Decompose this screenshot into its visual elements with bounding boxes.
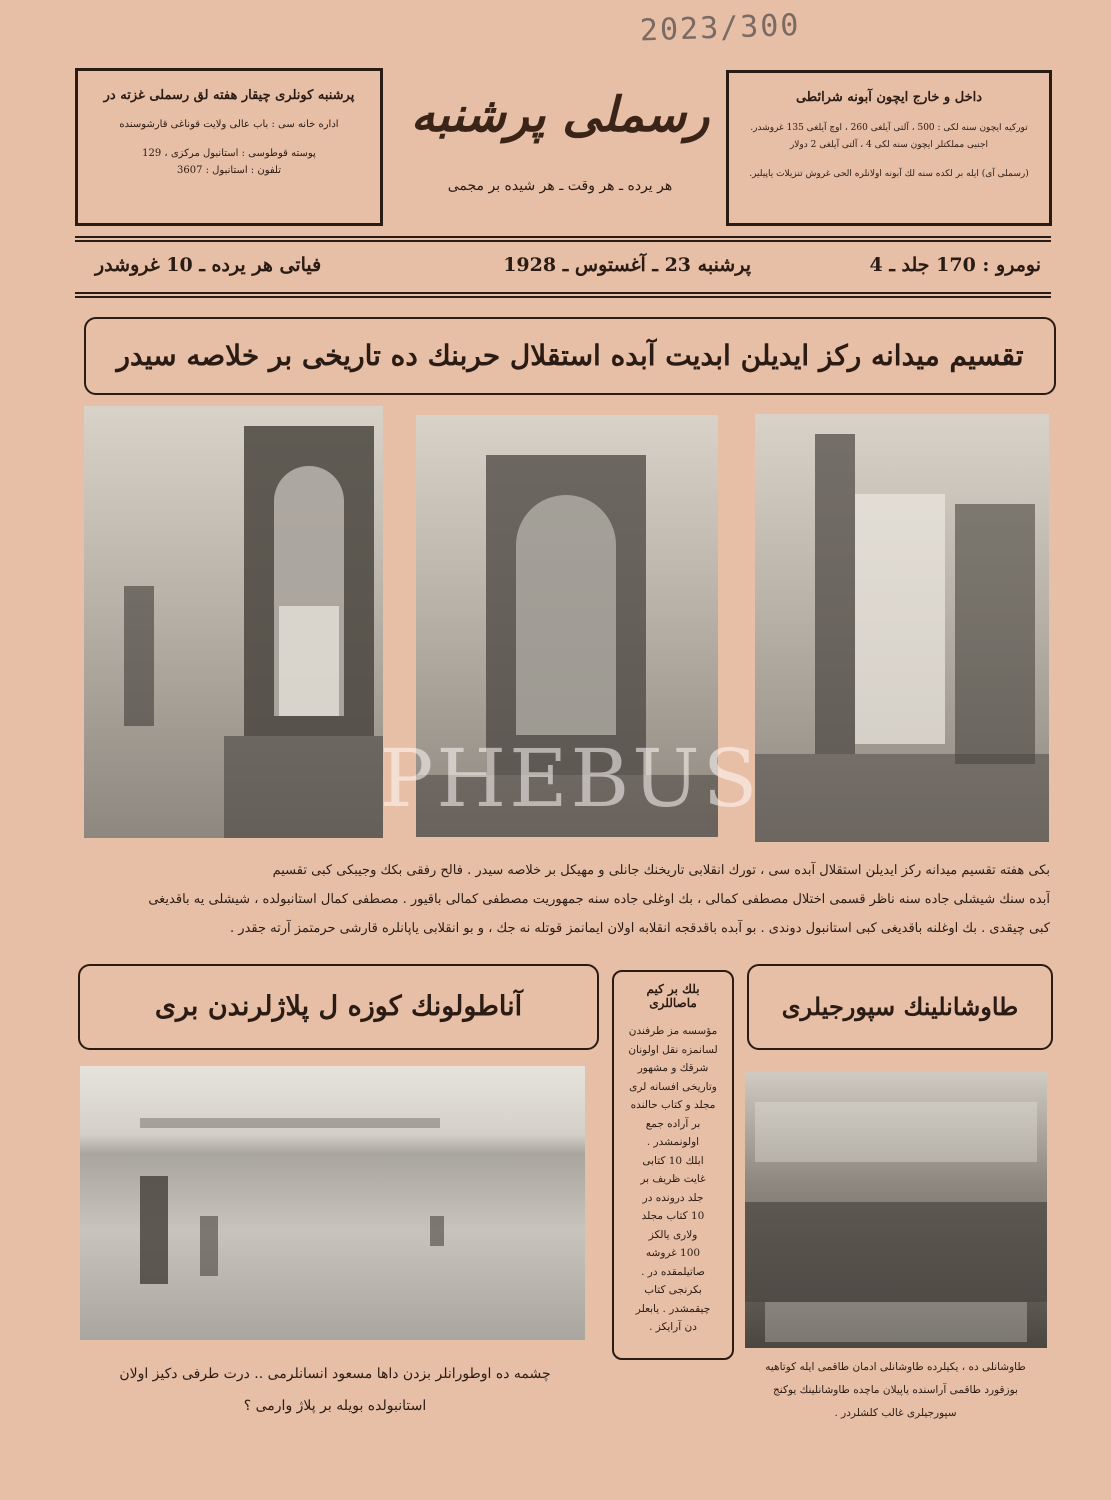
right-info-box: [726, 70, 1052, 226]
tales-ad-box: [612, 970, 734, 1360]
issue-rule-top-2: [75, 240, 1051, 242]
issue-date: پرشنبه 23 ـ آغستوس ـ 1928: [503, 254, 751, 276]
beach-caption: [80, 1358, 590, 1422]
tales-title-1: بلك بر كيم: [646, 982, 700, 996]
beach-title-box: [78, 964, 599, 1050]
beach-caption-line1: چشمه ده اوطورانلر بزدن داها مسعود انسانلرمى .. درت طرفى دكيز اولان: [119, 1366, 551, 1382]
tales-body-line: صاتيلمقده در .: [641, 1265, 705, 1278]
tales-body-line: وتاريخى افسانه لرى: [629, 1080, 717, 1093]
tales-body: [614, 1022, 732, 1337]
left-info-box: [75, 68, 383, 226]
sport-caption-line3: سپورجيلرى غالب كلشلردر .: [834, 1407, 957, 1419]
tales-body-line: 10 كتاب مجلد: [641, 1210, 705, 1222]
right-box-line4: (رسملى آى) ايله بر لكده سنه لك آبونه اولانلره الحى غروش تنزيلات ياپيلير.: [749, 169, 1029, 179]
tales-body-line: 100 غروشه: [645, 1247, 701, 1259]
tales-body-line: ابلك 10 كتابى: [642, 1154, 704, 1167]
main-caption-line3: كبى چيقدى . بك اوغلنه باقديغى كبى استانبول دوندى . بو آبده باقدقجه انقلابه اولان ايمانمز قوتله نه جك ، و بو انقلابى ياپانلره قارشى حرمتمز آرته جقدر .: [230, 921, 1050, 936]
tales-body-line: ولارى يالكز: [648, 1228, 698, 1241]
right-box-line3: اجنبى مملكتلر ايچون سنه لكى 4 ، آلتى آيلغى 2 دولار: [789, 140, 989, 150]
headline: تقسيم ميدانه ركز ايديلن ابديت آبده استقلال حربنك ده تاريخى بر خلاصه سيدر: [116, 339, 1024, 372]
tales-body-line: لسانمزه نقل اولونان: [628, 1043, 718, 1056]
left-box-line4: تلفون : استانبول : 3607: [176, 165, 282, 176]
sport-team-photo: [745, 1072, 1047, 1348]
issue-price: فياتى هر يرده ـ 10 غروشدر: [95, 254, 322, 276]
main-caption-line1: بكى هفته تقسيم ميدانه ركز ايديلن استقلال آبده سى ، تورك انقلابى تاريخنك جانلى و مهيكل بر خلاصه سيدر . فالح رفقى بكك وجيبكى كبى تقسيم: [272, 863, 1050, 878]
tales-body-line: شرقك و مشهور: [637, 1062, 709, 1074]
headline-box: [84, 317, 1056, 395]
tales-body-line: مجلد و كتاب حالنده: [630, 1099, 716, 1111]
left-box-line2: اداره خانه سى : باب عالى ولايت قوناغى قارشوسنده: [119, 119, 339, 130]
beach-title: آناطولونك كوزه ل پلاژلرندن برى: [154, 991, 523, 1022]
monument-photo-left: [84, 406, 383, 838]
left-box-line3: پوسته قوطوسى : استانبول مركزى ، 129: [142, 148, 316, 159]
right-box-line1: داخل و خارج ايچون آبونه شرائطى: [795, 90, 983, 105]
masthead-tagline: هر يرده ـ هر وقت ـ هر شيده بر مجمى: [447, 178, 673, 194]
tales-body-line: دن آرايكز .: [649, 1321, 697, 1333]
issue-rule-bottom-2: [75, 296, 1051, 298]
sport-title: طاوشانلينك سپورجيلرى: [781, 992, 1019, 1021]
issue-rule-top: [75, 236, 1051, 238]
archive-note: 2023/300: [639, 7, 801, 49]
sport-caption: [738, 1356, 1053, 1425]
tales-body-line: بكرنجى كتاب: [644, 1284, 702, 1296]
tales-body-line: غايت ظريف بر: [640, 1173, 706, 1185]
masthead: [400, 80, 720, 220]
left-box-line1: پرشنبه كونلرى چيقار هفته لق رسملى غزته در: [103, 88, 355, 103]
tales-body-line: بر آراده جمع: [645, 1117, 701, 1130]
masthead-title: رسملی پرشنبه: [410, 87, 710, 143]
right-box-line2: توركيه ايچون سنه لكى : 500 ، آلتى آيلغى 260 ، اوچ آيلغى 135 غروشدر.: [750, 123, 1028, 133]
main-caption-line2: آبده سنك شيشلى جاده سنه ناظر قسمى اختلال مصطفى كمالى ، بك اوغلى جاده سنه جمهوريت مصطفى كمالى باقيور . مصطفى كمال استانبولده ، شيشلى يه باقديغى: [148, 892, 1050, 907]
tales-body-line: چيقمشدر . يابعلر: [635, 1302, 711, 1315]
sport-title-box: [747, 964, 1053, 1050]
main-caption: [80, 856, 1050, 943]
monument-photo-right: [755, 414, 1049, 842]
beach-photo: [80, 1066, 585, 1340]
issue-rule-bottom: [75, 292, 1051, 294]
tales-body-line: مؤسسه مز طرفندن: [628, 1025, 718, 1037]
tales-body-line: جلد درونده در: [642, 1191, 704, 1204]
issue-bar: [75, 248, 1051, 288]
watermark: PHEBUS: [379, 732, 761, 825]
tales-body-line: اولونمشدر .: [646, 1136, 700, 1148]
sport-caption-line1: طاوشانلى ده ، يكيلرده طاوشانلى ادمان طاقمى ايله كوتاهيه: [765, 1361, 1026, 1373]
tales-title-2: ماصاللرى: [649, 996, 697, 1010]
issue-number: نومرو : 170 جلد ـ 4: [869, 254, 1041, 276]
beach-caption-line2: استانبولده بويله بر پلاژ وارمى ؟: [243, 1398, 427, 1414]
sport-caption-line2: بوزقورد طاقمى آراسنده ياپيلان ماچده طاوشانلينك يوكنج: [773, 1384, 1018, 1396]
